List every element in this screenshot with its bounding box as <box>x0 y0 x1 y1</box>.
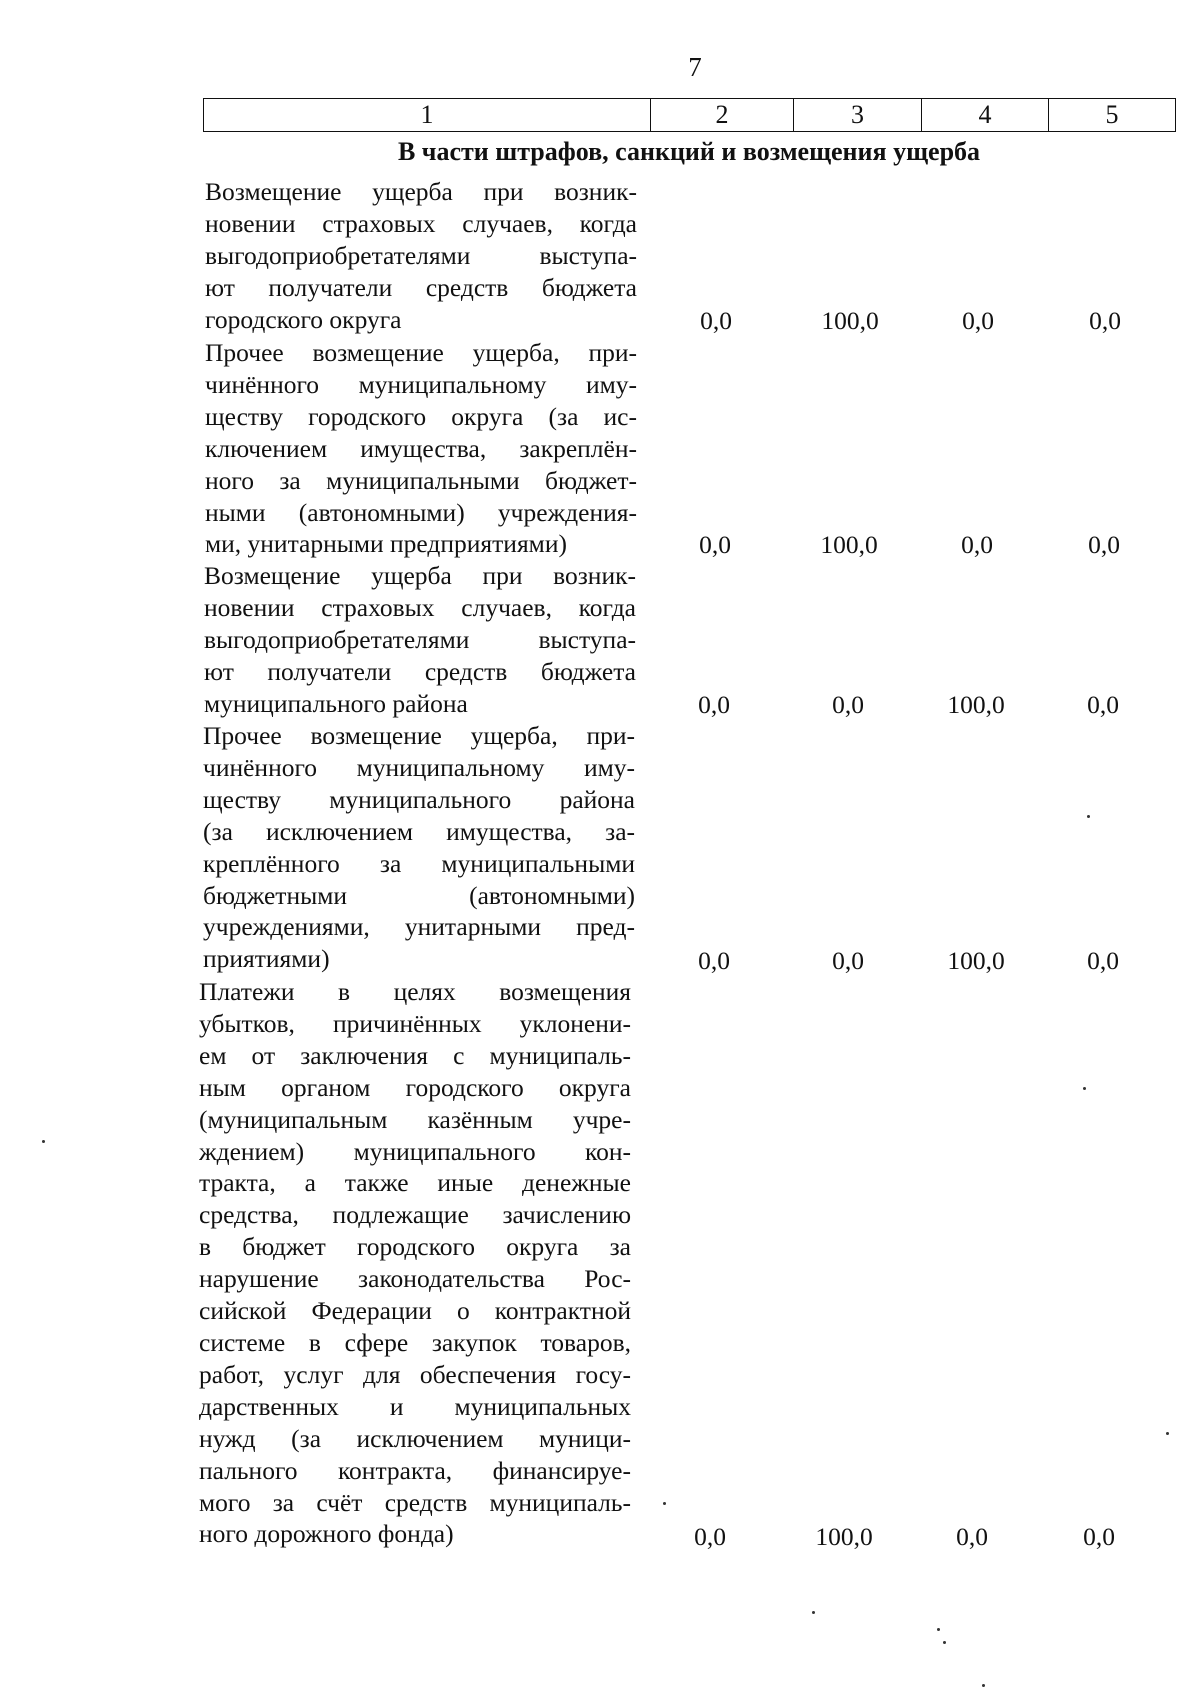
row-text-line: ного дорожного фонда) <box>199 1519 454 1549</box>
column-header-4: 4 <box>922 99 1049 132</box>
value-col-5: 0,0 <box>1087 690 1119 719</box>
value-col-3: 0,0 <box>832 946 864 975</box>
value-col-3: 100,0 <box>821 306 879 335</box>
row-text-line: креплённого за муниципальными <box>203 848 635 878</box>
row-text-line: Платежи в целях возмещения <box>199 977 631 1006</box>
row-text-line: бюджетными (автономными) <box>203 880 635 910</box>
scan-speck <box>1166 1432 1169 1435</box>
page-number: 7 <box>688 52 702 82</box>
scan-speck <box>943 1641 946 1644</box>
row-text-line: ем от заключения с муниципаль- <box>199 1040 631 1070</box>
value-col-5: 0,0 <box>1089 306 1121 335</box>
value-col-2: 0,0 <box>700 306 732 335</box>
row-text-line: тракта, а также иные денежные <box>199 1168 631 1198</box>
row-text-line: нужд (за исключением муници- <box>199 1423 631 1453</box>
scan-speck <box>982 1684 985 1687</box>
column-header-2: 2 <box>651 99 794 132</box>
row-text-line: (за исключением имущества, за- <box>203 816 635 846</box>
row-text-line: муниципального района <box>204 688 468 718</box>
column-header-5: 5 <box>1049 99 1176 132</box>
row-description <box>205 176 637 336</box>
row-text-line: сийской Федерации о контрактной <box>199 1296 631 1326</box>
row-text-line: убытков, причинённых уклонени- <box>199 1008 631 1038</box>
row-text-line: дарственных и муниципальных <box>199 1391 631 1421</box>
row-text-line: ного за муниципальными бюджет- <box>205 465 637 495</box>
row-text-line: работ, услуг для обеспечения госу- <box>199 1359 631 1389</box>
scan-speck <box>1083 1087 1086 1090</box>
row-text-line: выгодоприобретателями выступа- <box>204 624 636 654</box>
value-col-2: 0,0 <box>698 946 730 975</box>
value-col-4: 100,0 <box>947 946 1005 975</box>
row-text-line: новении страховых случаев, когда <box>205 208 637 238</box>
value-col-3: 0,0 <box>832 690 864 719</box>
section-title: В части штрафов, санкций и возмещения ущерба <box>397 137 981 166</box>
row-description <box>205 337 637 560</box>
scan-speck <box>663 1502 666 1505</box>
row-text-line: чинённого муниципальному иму- <box>205 369 637 399</box>
row-text-line: Возмещение ущерба при возник- <box>204 561 636 590</box>
value-col-4: 0,0 <box>962 306 994 335</box>
column-header-3: 3 <box>794 99 922 132</box>
row-text-line: ют получатели средств бюджета <box>204 656 636 686</box>
row-text-line: ществу муниципального района <box>203 784 635 814</box>
row-text-line: ключением имущества, закреплён- <box>205 433 637 463</box>
value-col-3: 100,0 <box>820 530 878 559</box>
value-col-4: 100,0 <box>947 690 1005 719</box>
row-text-line: ми, унитарными предприятиями) <box>205 529 567 559</box>
value-col-3: 100,0 <box>815 1522 873 1551</box>
row-text-line: учреждениями, унитарными пред- <box>203 912 635 942</box>
row-text-line: городского округа <box>205 304 402 334</box>
value-col-5: 0,0 <box>1083 1522 1115 1551</box>
row-text-line: Прочее возмещение ущерба, при- <box>205 338 637 367</box>
value-col-5: 0,0 <box>1088 530 1120 559</box>
value-col-2: 0,0 <box>699 530 731 559</box>
scan-speck <box>937 1628 940 1631</box>
column-header-table <box>203 98 1176 132</box>
value-col-5: 0,0 <box>1087 946 1119 975</box>
row-text-line: средства, подлежащие зачислению <box>199 1200 631 1230</box>
row-text-line: новении страховых случаев, когда <box>204 592 636 622</box>
row-text-line: приятиями) <box>203 944 330 974</box>
value-col-4: 0,0 <box>956 1522 988 1551</box>
column-header-1: 1 <box>204 99 651 132</box>
column-header-row <box>204 99 1176 132</box>
row-text-line: мого за счёт средств муниципаль- <box>199 1487 631 1517</box>
row-text-line: Прочее возмещение ущерба, при- <box>203 721 635 750</box>
value-col-2: 0,0 <box>698 690 730 719</box>
scan-speck <box>42 1140 45 1143</box>
row-text-line: ждением) муниципального кон- <box>199 1136 631 1166</box>
value-col-2: 0,0 <box>694 1522 726 1551</box>
row-description <box>199 976 631 1550</box>
row-text-line: пального контракта, финансируе- <box>199 1455 631 1485</box>
row-text-line: в бюджет городского округа за <box>199 1232 631 1262</box>
row-text-line: нарушение законодательства Рос- <box>199 1264 631 1294</box>
row-text-line: ным органом городского округа <box>199 1072 631 1102</box>
row-text-line: чинённого муниципальному иму- <box>203 752 635 782</box>
row-text-line: ществу городского округа (за ис- <box>205 401 637 431</box>
row-description <box>204 560 636 720</box>
scan-speck <box>812 1611 815 1614</box>
row-text-line: ными (автономными) учреждения- <box>205 497 637 527</box>
row-text-line: ют получатели средств бюджета <box>205 272 637 302</box>
row-text-line: системе в сфере закупок товаров, <box>199 1327 631 1357</box>
value-col-4: 0,0 <box>961 530 993 559</box>
row-text-line: Возмещение ущерба при возник- <box>205 177 637 206</box>
scan-speck <box>1087 815 1090 818</box>
row-text-line: (муниципальным казённым учре- <box>199 1104 631 1134</box>
row-description <box>203 720 635 975</box>
row-text-line: выгодоприобретателями выступа- <box>205 240 637 270</box>
